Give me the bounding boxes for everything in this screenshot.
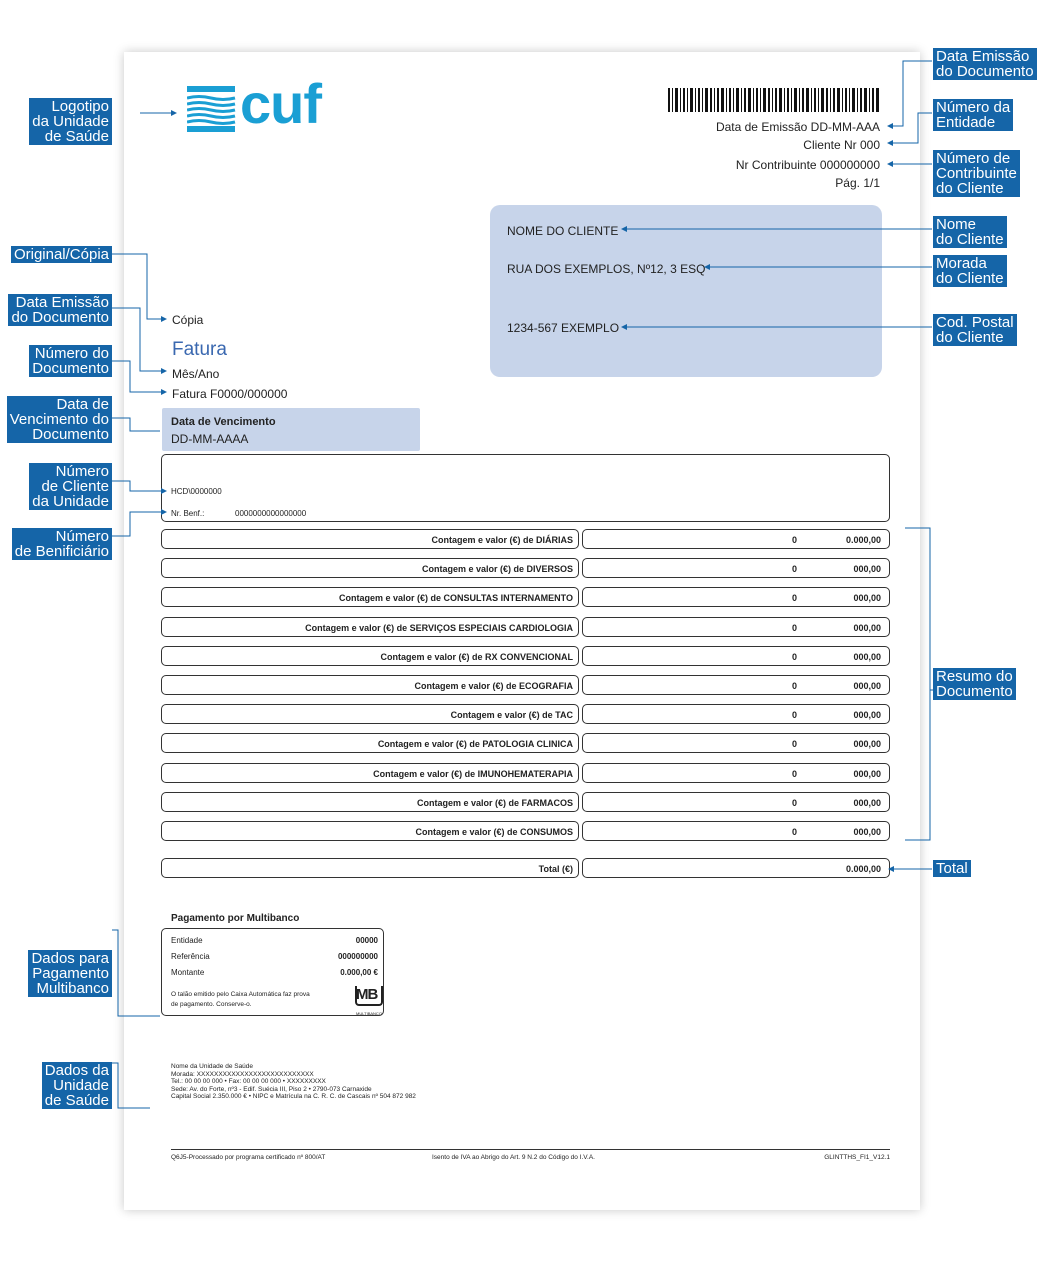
unit-line-5: Capital Social 2.350.000 € • NIPC e Matrícula na C. R. C. de Cascais nº 504 872 982 bbox=[171, 1093, 416, 1101]
summary-row-value: 000,00 bbox=[853, 739, 881, 749]
summary-row-value: 000,00 bbox=[853, 593, 881, 603]
mb-logo-sub: MULTIBANCO bbox=[356, 1011, 382, 1016]
footer-center: Isento de IVA ao Abrigo do Art. 9 N.2 do Código do I.V.A. bbox=[432, 1154, 595, 1161]
summary-row-value: 0.000,00 bbox=[845, 535, 881, 545]
multibanco-title: Pagamento por Multibanco bbox=[171, 913, 300, 924]
callout-morada-cliente: Morada do Cliente bbox=[933, 255, 1007, 287]
summary-row-label: Contagem e valor (€) de FARMACOS bbox=[416, 798, 573, 808]
summary-row-count: 0 bbox=[792, 535, 798, 545]
client-postal: 1234-567 EXEMPLO bbox=[507, 321, 620, 335]
montante-label: Montante bbox=[171, 968, 205, 977]
callout-resumo: Resumo do Documento bbox=[933, 668, 1016, 700]
callout-numero-cliente: Número de Cliente da Unidade bbox=[29, 463, 112, 510]
summary-row-label: Contagem e valor (€) de ECOGRAFIA bbox=[414, 681, 573, 691]
callout-data-emissao-right: Data Emissão do Documento bbox=[933, 48, 1037, 80]
issue-date: Data de Emissão DD-MM-AAA bbox=[715, 120, 880, 134]
callout-numero-entidade: Número da Entidade bbox=[933, 99, 1013, 131]
summary-row-value: 000,00 bbox=[853, 798, 881, 808]
summary-row-count: 0 bbox=[792, 564, 798, 574]
due-date-value: DD-MM-AAAA bbox=[171, 432, 249, 446]
due-date-label: Data de Vencimento bbox=[171, 416, 276, 428]
copy-label: Cópia bbox=[172, 313, 204, 327]
summary-row-count: 0 bbox=[792, 769, 798, 779]
footer-right: GLINTTHS_FI1_V12.1 bbox=[824, 1154, 890, 1161]
summary-row-label: Contagem e valor (€) de RX CONVENCIONAL bbox=[380, 652, 573, 662]
summary-row-value: 000,00 bbox=[853, 681, 881, 691]
summary-row-label: Contagem e valor (€) de CONSULTAS INTERNAMENTO bbox=[338, 593, 573, 603]
client-name: NOME DO CLIENTE bbox=[507, 224, 619, 238]
callout-dados-pagamento: Dados para Pagamento Multibanco bbox=[28, 950, 112, 997]
summary-row-label: Contagem e valor (€) de DIÁRIAS bbox=[431, 535, 573, 545]
callout-numero-benificiario: Número de Benificiário bbox=[12, 528, 112, 560]
summary-row-label: Contagem e valor (€) de IMUNOHEMATERAPIA bbox=[373, 769, 573, 779]
summary-row-count: 0 bbox=[792, 827, 798, 837]
summary-row-value: 000,00 bbox=[853, 827, 881, 837]
summary-row-value: 000,00 bbox=[853, 564, 881, 574]
contribuinte-number: Nr Contribuinte 000000000 bbox=[735, 158, 880, 172]
callout-data-emissao-left: Data Emissão do Documento bbox=[8, 294, 112, 326]
summary-row-value: 000,00 bbox=[853, 623, 881, 633]
summary-row-label: Contagem e valor (€) de TAC bbox=[450, 710, 573, 720]
month-year: Mês/Ano bbox=[172, 367, 220, 381]
multibanco-note-2: de pagamento. Conserve-o. bbox=[171, 1001, 252, 1008]
unit-line-1: Nome da Unidade de Saúde bbox=[171, 1063, 254, 1070]
benf-value: 0000000000000000 bbox=[235, 509, 307, 518]
callout-numero-documento: Número do Documento bbox=[29, 345, 112, 377]
summary-row-value: 000,00 bbox=[853, 652, 881, 662]
logo-text: cuf bbox=[240, 72, 321, 135]
summary-row-label: Contagem e valor (€) de DIVERSOS bbox=[421, 564, 573, 574]
total-label: Total (€) bbox=[538, 864, 573, 874]
summary-row-count: 0 bbox=[792, 652, 798, 662]
mb-logo-text: MB bbox=[356, 986, 378, 1003]
callout-logotipo: Logotipo da Unidade de Saúde bbox=[29, 98, 112, 145]
summary-row-value: 000,00 bbox=[853, 710, 881, 720]
benf-label: Nr. Benf.: bbox=[171, 509, 205, 518]
summary-row-count: 0 bbox=[792, 798, 798, 808]
unit-line-3: Tel.: 00 00 00 000 • Fax: 00 00 00 000 • XXXXXXXXX bbox=[171, 1078, 326, 1086]
summary-row-count: 0 bbox=[792, 623, 798, 633]
summary-row-label: Contagem e valor (€) de CONSUMOS bbox=[415, 827, 573, 837]
referencia-label: Referência bbox=[171, 952, 210, 961]
entidade-value: 00000 bbox=[355, 936, 378, 945]
multibanco-note-1: O talão emitido pelo Caixa Automática faz prova bbox=[171, 991, 310, 998]
summary-row-label: Contagem e valor (€) de SERVIÇOS ESPECIAIS CARDIOLOGIA bbox=[305, 623, 573, 633]
referencia-value: 000000000 bbox=[337, 952, 378, 961]
client-address: RUA DOS EXEMPLOS, Nº12, 3 ESQ bbox=[507, 262, 706, 276]
unit-line-2: Morada: XXXXXXXXXXXXXXXXXXXXXXXXXXX bbox=[171, 1070, 314, 1078]
client-number: Cliente Nr 000 bbox=[803, 138, 880, 152]
callout-data-vencimento: Data de Vencimento do Documento bbox=[7, 396, 112, 443]
summary-row-value: 000,00 bbox=[853, 769, 881, 779]
callout-total: Total bbox=[933, 860, 971, 877]
montante-value: 0.000,00 € bbox=[340, 968, 378, 977]
unit-line-4: Sede: Av. do Forte, nº3 - Edif. Suécia III, Piso 2 • 2790-073 Carnaxide bbox=[171, 1085, 372, 1093]
document-type: Fatura bbox=[172, 339, 227, 360]
callout-cod-postal: Cod. Postal do Cliente bbox=[933, 314, 1017, 346]
hcd-number: HCD\0000000 bbox=[171, 487, 222, 496]
entidade-label: Entidade bbox=[171, 936, 203, 945]
summary-row-count: 0 bbox=[792, 739, 798, 749]
summary-row-count: 0 bbox=[792, 681, 798, 691]
footer-left: Q6J5-Processado por programa certificado nº 800/AT bbox=[171, 1154, 326, 1161]
summary-row-label: Contagem e valor (€) de PATOLOGIA CLINICA bbox=[377, 739, 573, 749]
callout-nome-cliente: Nome do Cliente bbox=[933, 216, 1007, 248]
page-number: Pág. 1/1 bbox=[835, 176, 880, 190]
total-value: 0.000,00 bbox=[845, 864, 881, 874]
summary-row-count: 0 bbox=[792, 593, 798, 603]
callout-numero-contribuinte: Número de Contribuinte do Cliente bbox=[933, 150, 1020, 197]
callout-original-copia: Original/Cópia bbox=[11, 246, 112, 263]
callout-dados-unidade: Dados da Unidade de Saúde bbox=[42, 1062, 112, 1109]
document-number: Fatura F0000/000000 bbox=[172, 387, 288, 401]
summary-row-count: 0 bbox=[792, 710, 798, 720]
